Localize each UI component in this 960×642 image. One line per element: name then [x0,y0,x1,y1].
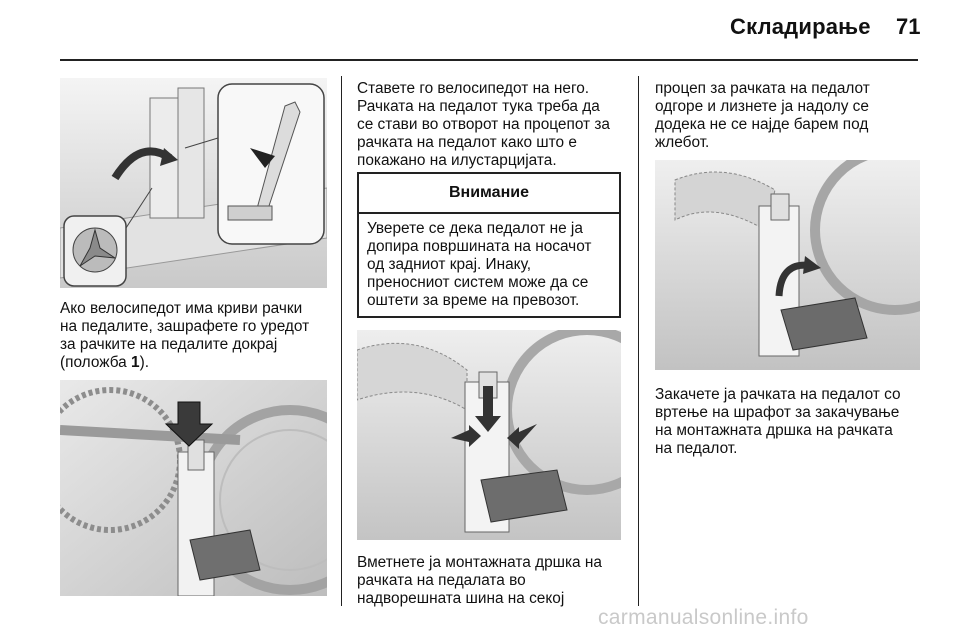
text-line [60,354,335,372]
warning-text [359,214,619,310]
figure-crank-device [60,78,327,288]
text-line: Ако велосипедот има криви рачки [60,300,303,317]
col1-paragraph-1 [60,300,335,372]
text-line: рачката на педалата во [357,572,526,589]
text-line: Уверете се дека педалот не ја [367,220,583,237]
text-line: Вметнете ја монтажната дршка на [357,554,602,571]
text-line: покажано на илустарцијата. [357,152,557,169]
text-fragment: (положба [60,354,131,371]
text-line: рачката на педалот како што е [357,134,577,151]
text-line: Рачката на педалот тука треба да [357,98,600,115]
figure-bike-insert [60,380,327,596]
warning-heading: Внимание [359,174,619,214]
text-line: вртење на шрафот за закачување [655,404,900,421]
watermark: carmanualsonline.info [598,606,809,629]
text-line: допира површината на носачот [367,238,592,255]
text-line: на педалот. [655,440,738,457]
text-line: додека не се најде барем под [655,116,869,133]
column-divider-1 [341,76,342,606]
col2-paragraph-1 [357,80,629,170]
text-line: за рачките на педалите докрај [60,336,278,353]
figure-screw-tighten [655,160,920,370]
page-title: Складирање [730,14,871,39]
text-fragment: ). [139,354,149,371]
position-number: 1 [131,354,140,371]
warning-box [357,172,621,318]
text-line: се стави во отворот на процепот за [357,116,610,133]
col2-paragraph-2 [357,554,629,608]
text-line: жлебот. [655,134,710,151]
text-line: процеп за рачката на педалот [655,80,870,97]
text-line: надворешната шина на секој [357,590,565,607]
col3-paragraph-1 [655,80,925,152]
text-line: преносниот систем може да се [367,274,589,291]
text-line: Ставете го велосипедот на него. [357,80,590,97]
text-line: одгоре и лизнете ја надолу се [655,98,869,115]
figure-pedal-slot [357,330,621,540]
text-line: оштети за време на превозот. [367,292,580,309]
text-line: на монтажната дршка на рачката [655,422,893,439]
header-rule [60,59,918,61]
text-line: од задниот крај. Инаку, [367,256,531,273]
page-number: 71 [896,14,921,39]
column-divider-2 [638,76,639,606]
col3-paragraph-2 [655,386,927,458]
text-line: на педалите, зашрафете го уредот [60,318,310,335]
text-line: Закачете ја рачката на педалот со [655,386,901,403]
